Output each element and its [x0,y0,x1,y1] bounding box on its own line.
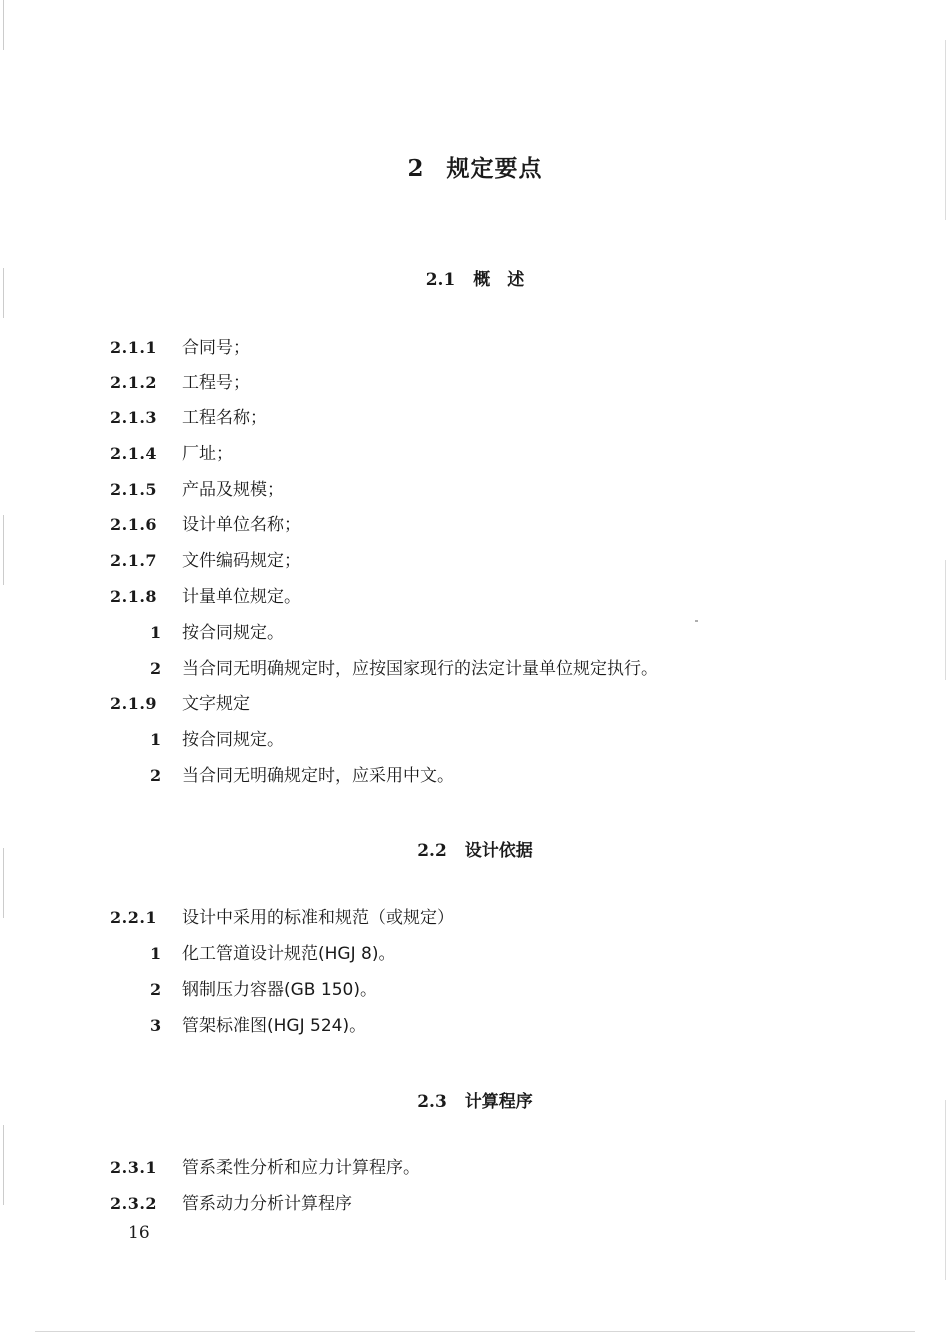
clause-text: 工程名称； [182,408,267,428]
section-title-text: 概 述 [473,270,525,290]
clause-text: 管系柔性分析和应力计算程序。 [182,1158,420,1178]
clause-code: 2.1.7 [110,551,158,570]
section-title-text: 设计依据 [464,841,533,861]
subclause-text: 钢制压力容器(GB 150)。 [182,980,377,1000]
page-number: 16 [128,1223,150,1243]
subclause-text: 当合同无明确规定时，应按国家现行的法定计量单位规定执行。 [182,659,658,679]
scan-edge-mark [3,0,4,50]
section-title-2-2 [0,836,950,861]
clause-text: 产品及规模； [182,480,284,500]
clause-text: 文字规定 [182,694,250,714]
subclause-number: 2 [150,766,162,785]
chapter-title [0,150,950,183]
clause-code: 2.1.2 [110,373,158,392]
scan-edge-mark [3,268,4,318]
scan-edge-mark [945,40,946,220]
clause-text: 文件编码规定； [182,551,301,571]
clause-text: 设计中采用的标准和规范（或规定） [182,908,454,928]
clause-code: 2.1.8 [110,587,158,606]
clause-code: 2.1.9 [110,694,158,713]
scan-edge-mark [945,1100,946,1280]
subclause-text: 按合同规定。 [182,730,284,750]
subclause-text: 按合同规定。 [182,623,284,643]
clause-text: 合同号； [182,338,250,358]
section-number: 2.3 [417,1092,447,1112]
clause-code: 2.1.6 [110,515,158,534]
subclause-text: 当合同无明确规定时，应采用中文。 [182,766,454,786]
clause-text: 计量单位规定。 [182,587,301,607]
subclause-number: 1 [150,730,162,749]
scan-bottom-edge [35,1331,915,1332]
section-title-2-1 [0,265,950,290]
subclause-number: 3 [150,1016,162,1035]
subclause-number: 2 [150,980,162,999]
section-title-text: 计算程序 [464,1092,533,1112]
clause-code: 2.1.4 [110,444,158,463]
clause-code: 2.1.5 [110,480,158,499]
scan-speck [695,620,698,622]
subclause-number: 1 [150,944,162,963]
clause-text: 管系动力分析计算程序 [182,1194,352,1214]
scan-edge-mark [3,515,4,585]
clause-code: 2.1.1 [110,338,158,357]
chapter-number: 2 [407,155,425,182]
clause-text: 厂址； [182,444,233,464]
scan-edge-mark [3,848,4,918]
scan-edge-mark [3,1125,4,1205]
section-number: 2.2 [417,841,447,861]
subclause-text: 管架标准图(HGJ 524)。 [182,1016,367,1036]
subclause-number: 2 [150,659,162,678]
clause-code: 2.3.1 [110,1158,158,1177]
clause-text: 设计单位名称； [182,515,301,535]
section-title-2-3 [0,1087,950,1112]
section-number: 2.1 [425,270,456,290]
clause-code: 2.3.2 [110,1194,158,1213]
chapter-title-text: 规定要点 [446,156,543,182]
subclause-text: 化工管道设计规范(HGJ 8)。 [182,944,396,964]
clause-code: 2.2.1 [110,908,158,927]
scan-edge-mark [945,560,946,680]
clause-code: 2.1.3 [110,408,158,427]
clause-text: 工程号； [182,373,250,393]
subclause-number: 1 [150,623,162,642]
